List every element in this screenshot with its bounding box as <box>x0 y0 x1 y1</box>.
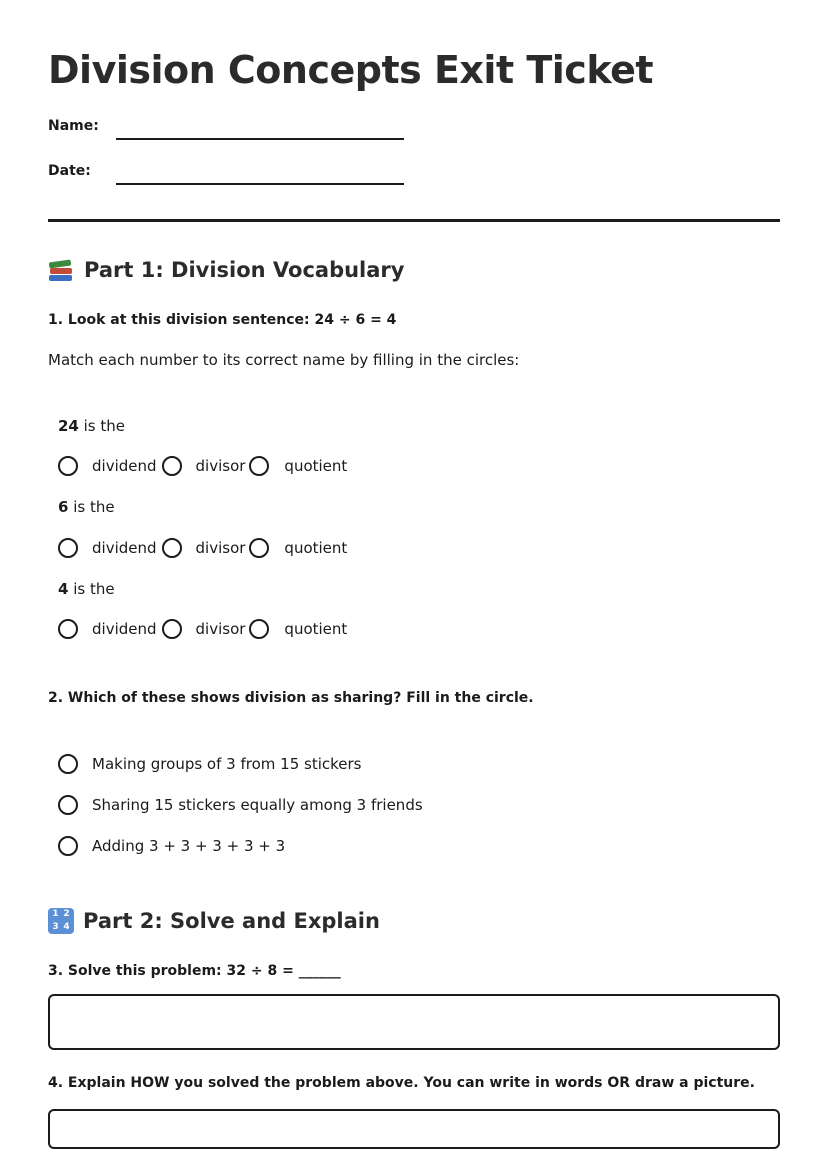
option-label: Making groups of 3 from 15 stickers <box>92 755 362 773</box>
option-label: divisor <box>195 457 246 475</box>
question-3-answer-box[interactable] <box>48 994 780 1050</box>
match-options-4 <box>58 619 347 639</box>
match-suffix: is the <box>78 417 126 435</box>
match-options-24 <box>58 456 347 476</box>
radio-6-divisor[interactable] <box>162 538 182 558</box>
header-divider <box>48 219 780 222</box>
q2-option-groups <box>58 754 361 774</box>
option-label: divisor <box>195 539 246 557</box>
radio-q2-groups[interactable] <box>58 754 78 774</box>
question-4-answer-box[interactable] <box>48 1109 780 1149</box>
radio-24-quotient[interactable] <box>249 456 269 476</box>
part1-title: Part 1: Division Vocabulary <box>84 258 405 282</box>
match-item-4 <box>58 580 115 598</box>
question-1-prompt: 1. Look at this division sentence: 24 ÷ 6 = 4 <box>48 312 397 328</box>
option-label: dividend <box>92 457 157 475</box>
radio-4-quotient[interactable] <box>249 619 269 639</box>
option-label: Sharing 15 stickers equally among 3 friends <box>92 796 423 814</box>
match-item-6 <box>58 498 115 516</box>
radio-6-dividend[interactable] <box>58 538 78 558</box>
match-item-24 <box>58 417 125 435</box>
question-3-prompt: 3. Solve this problem: 32 ÷ 8 = ______ <box>48 963 341 979</box>
numbers-icon: 1 2 3 4 <box>48 908 74 934</box>
date-field[interactable] <box>116 183 404 185</box>
radio-24-dividend[interactable] <box>58 456 78 476</box>
name-label: Name: <box>48 118 99 134</box>
part2-heading <box>48 908 380 934</box>
radio-4-dividend[interactable] <box>58 619 78 639</box>
part1-heading <box>48 258 404 282</box>
option-label: quotient <box>284 539 348 557</box>
q2-option-adding <box>58 836 285 856</box>
option-label: divisor <box>195 620 246 638</box>
match-suffix: is the <box>68 498 115 516</box>
date-label: Date: <box>48 163 91 179</box>
match-options-6 <box>58 538 347 558</box>
option-label: dividend <box>92 620 157 638</box>
name-field[interactable] <box>116 138 404 140</box>
match-number: 4 <box>58 580 69 598</box>
question-1-instruction: Match each number to its correct name by filling in the circles: <box>48 351 520 369</box>
q2-option-sharing <box>58 795 423 815</box>
question-4-prompt: 4. Explain HOW you solved the problem above. You can write in words OR draw a picture. <box>48 1075 755 1091</box>
part2-title: Part 2: Solve and Explain <box>83 909 380 933</box>
option-label: quotient <box>284 457 348 475</box>
match-suffix: is the <box>68 580 115 598</box>
option-label: quotient <box>284 620 348 638</box>
option-label: dividend <box>92 539 157 557</box>
books-icon <box>48 259 74 281</box>
radio-q2-adding[interactable] <box>58 836 78 856</box>
radio-24-divisor[interactable] <box>162 456 182 476</box>
question-2-prompt: 2. Which of these shows division as sharing? Fill in the circle. <box>48 690 534 706</box>
option-label: Adding 3 + 3 + 3 + 3 + 3 <box>92 837 286 855</box>
page-title: Division Concepts Exit Ticket <box>48 48 654 92</box>
radio-6-quotient[interactable] <box>249 538 269 558</box>
radio-4-divisor[interactable] <box>162 619 182 639</box>
match-number: 6 <box>58 498 69 516</box>
radio-q2-sharing[interactable] <box>58 795 78 815</box>
match-number: 24 <box>58 417 79 435</box>
